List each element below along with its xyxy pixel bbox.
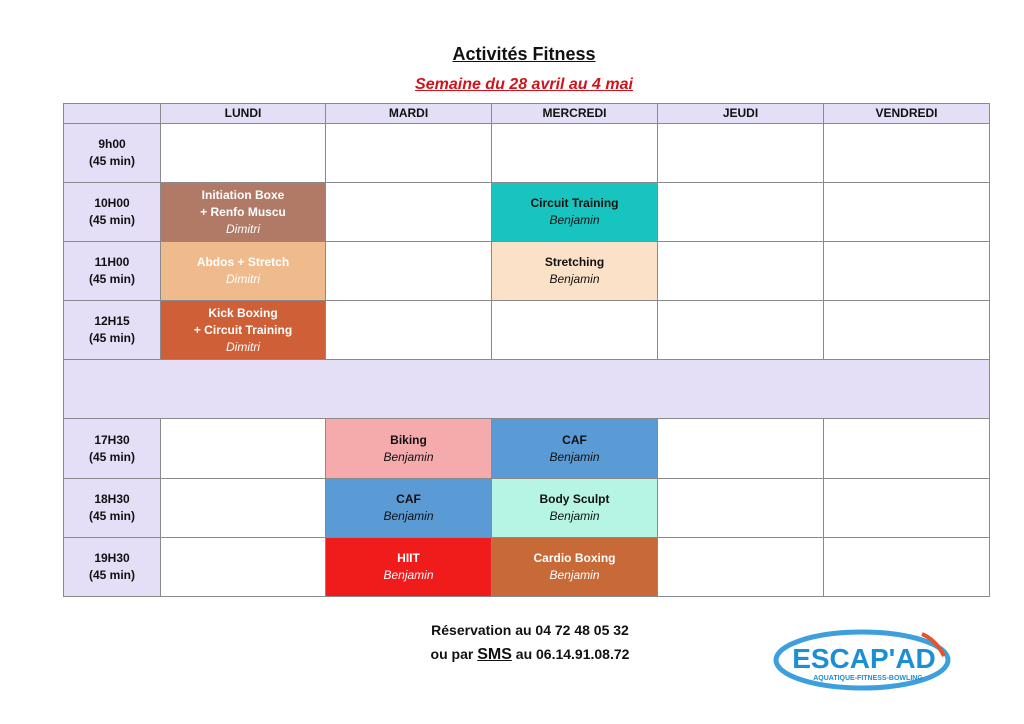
- empty-cell: [824, 242, 990, 301]
- empty-cell: [824, 183, 990, 242]
- slot-duration: (45 min): [88, 449, 135, 464]
- activity-cell: [492, 538, 658, 597]
- activity-name: CAF: [562, 432, 587, 447]
- activity-name-2: + Renfo Muscu: [200, 204, 286, 219]
- activity-name: CAF: [396, 492, 421, 506]
- empty-cell: [492, 124, 658, 183]
- activity-name: Kick Boxing: [208, 305, 278, 320]
- activity-cell: [326, 538, 492, 597]
- slot-duration: (45 min): [88, 154, 135, 168]
- time-slot: [64, 301, 161, 360]
- slot-duration: (45 min): [88, 331, 135, 345]
- activity-cell: [161, 183, 326, 242]
- slot-time: 18H30: [94, 492, 130, 506]
- sms-prefix: ou par: [430, 646, 474, 662]
- page-title: Activités Fitness: [452, 44, 596, 64]
- empty-cell: [326, 242, 492, 301]
- activity-name-2: + Circuit Training: [193, 322, 293, 337]
- activity-name: Circuit Training: [530, 196, 619, 210]
- day-header-mardi: MARDI: [326, 104, 492, 124]
- activity-cell: [326, 419, 492, 479]
- day-header-vendredi: VENDREDI: [824, 104, 990, 124]
- empty-cell: [326, 183, 492, 242]
- sms-number: au 06.14.91.08.72: [515, 646, 630, 662]
- time-slot: [64, 538, 161, 597]
- slot-time: 17H30: [94, 432, 130, 447]
- svg-text:AQUATIQUE-FITNESS-BOWLING: AQUATIQUE-FITNESS-BOWLING: [813, 675, 923, 682]
- activity-name: HIIT: [397, 551, 420, 565]
- empty-cell: [824, 479, 990, 538]
- activity-cell: [492, 183, 658, 242]
- empty-cell: [161, 479, 326, 538]
- activity-coach: Benjamin: [549, 272, 600, 286]
- empty-cell: [658, 242, 824, 301]
- empty-cell: [161, 419, 326, 479]
- activity-coach: Benjamin: [549, 509, 600, 523]
- activity-name: Body Sculpt: [539, 492, 610, 506]
- empty-cell: [326, 124, 492, 183]
- empty-cell: [658, 301, 824, 360]
- escapad-logo: [772, 626, 952, 692]
- week-subtitle: Semaine du 28 avril au 4 mai: [415, 76, 633, 93]
- activity-name: Biking: [390, 432, 427, 447]
- empty-cell: [658, 124, 824, 183]
- time-slot: [64, 183, 161, 242]
- reservation-phone: Réservation au 04 72 48 05 32: [431, 622, 629, 638]
- slot-duration: (45 min): [88, 568, 135, 582]
- activity-coach: Benjamin: [549, 213, 600, 227]
- slot-duration: (45 min): [88, 213, 135, 227]
- activity-coach: Benjamin: [549, 449, 600, 464]
- header-corner: [64, 104, 161, 124]
- activity-coach: Dimitri: [226, 339, 260, 354]
- slot-time: 10H00: [94, 196, 130, 210]
- empty-cell: [658, 538, 824, 597]
- slot-time: 11H00: [94, 255, 130, 269]
- time-slot: [64, 419, 161, 479]
- time-slot: [64, 479, 161, 538]
- activity-coach: Benjamin: [383, 509, 434, 523]
- empty-cell: [658, 183, 824, 242]
- empty-cell: [824, 301, 990, 360]
- activity-cell: [492, 242, 658, 301]
- slot-duration: (45 min): [88, 272, 135, 286]
- empty-cell: [824, 419, 990, 479]
- slot-time: 12H15: [94, 314, 130, 328]
- activity-cell: [492, 479, 658, 538]
- empty-cell: [658, 419, 824, 479]
- empty-cell: [824, 538, 990, 597]
- day-header-jeudi: JEUDI: [658, 104, 824, 124]
- empty-cell: [326, 301, 492, 360]
- activity-coach: Dimitri: [226, 221, 260, 236]
- slot-time: 19H30: [94, 551, 130, 565]
- sms-word: SMS: [477, 646, 512, 663]
- activity-cell: [161, 242, 326, 301]
- activity-name: Abdos + Stretch: [196, 255, 290, 269]
- activity-name: Initiation Boxe: [201, 187, 285, 202]
- activity-coach: Benjamin: [383, 449, 434, 464]
- activity-cell: [492, 419, 658, 479]
- time-slot: [64, 242, 161, 301]
- activity-name: Stretching: [544, 255, 605, 269]
- day-header-lundi: LUNDI: [161, 104, 326, 124]
- empty-cell: [161, 538, 326, 597]
- sms-line: [380, 642, 680, 667]
- footer-contact: [380, 618, 680, 667]
- slot-time: 9h00: [98, 137, 126, 151]
- activity-coach: Benjamin: [383, 568, 434, 582]
- empty-cell: [161, 124, 326, 183]
- schedule-table: [63, 103, 990, 597]
- activity-cell: [161, 301, 326, 360]
- slot-duration: (45 min): [88, 509, 135, 523]
- empty-cell: [492, 301, 658, 360]
- activity-cell: [326, 479, 492, 538]
- empty-cell: [824, 124, 990, 183]
- empty-cell: [658, 479, 824, 538]
- lunch-break-row: [64, 360, 990, 419]
- day-header-mercredi: MERCREDI: [492, 104, 658, 124]
- time-slot: [64, 124, 161, 183]
- svg-text:ESCAP'AD: ESCAP'AD: [792, 643, 936, 674]
- activity-coach: Benjamin: [549, 568, 600, 582]
- activity-coach: Dimitri: [226, 272, 260, 286]
- activity-name: Cardio Boxing: [533, 551, 616, 565]
